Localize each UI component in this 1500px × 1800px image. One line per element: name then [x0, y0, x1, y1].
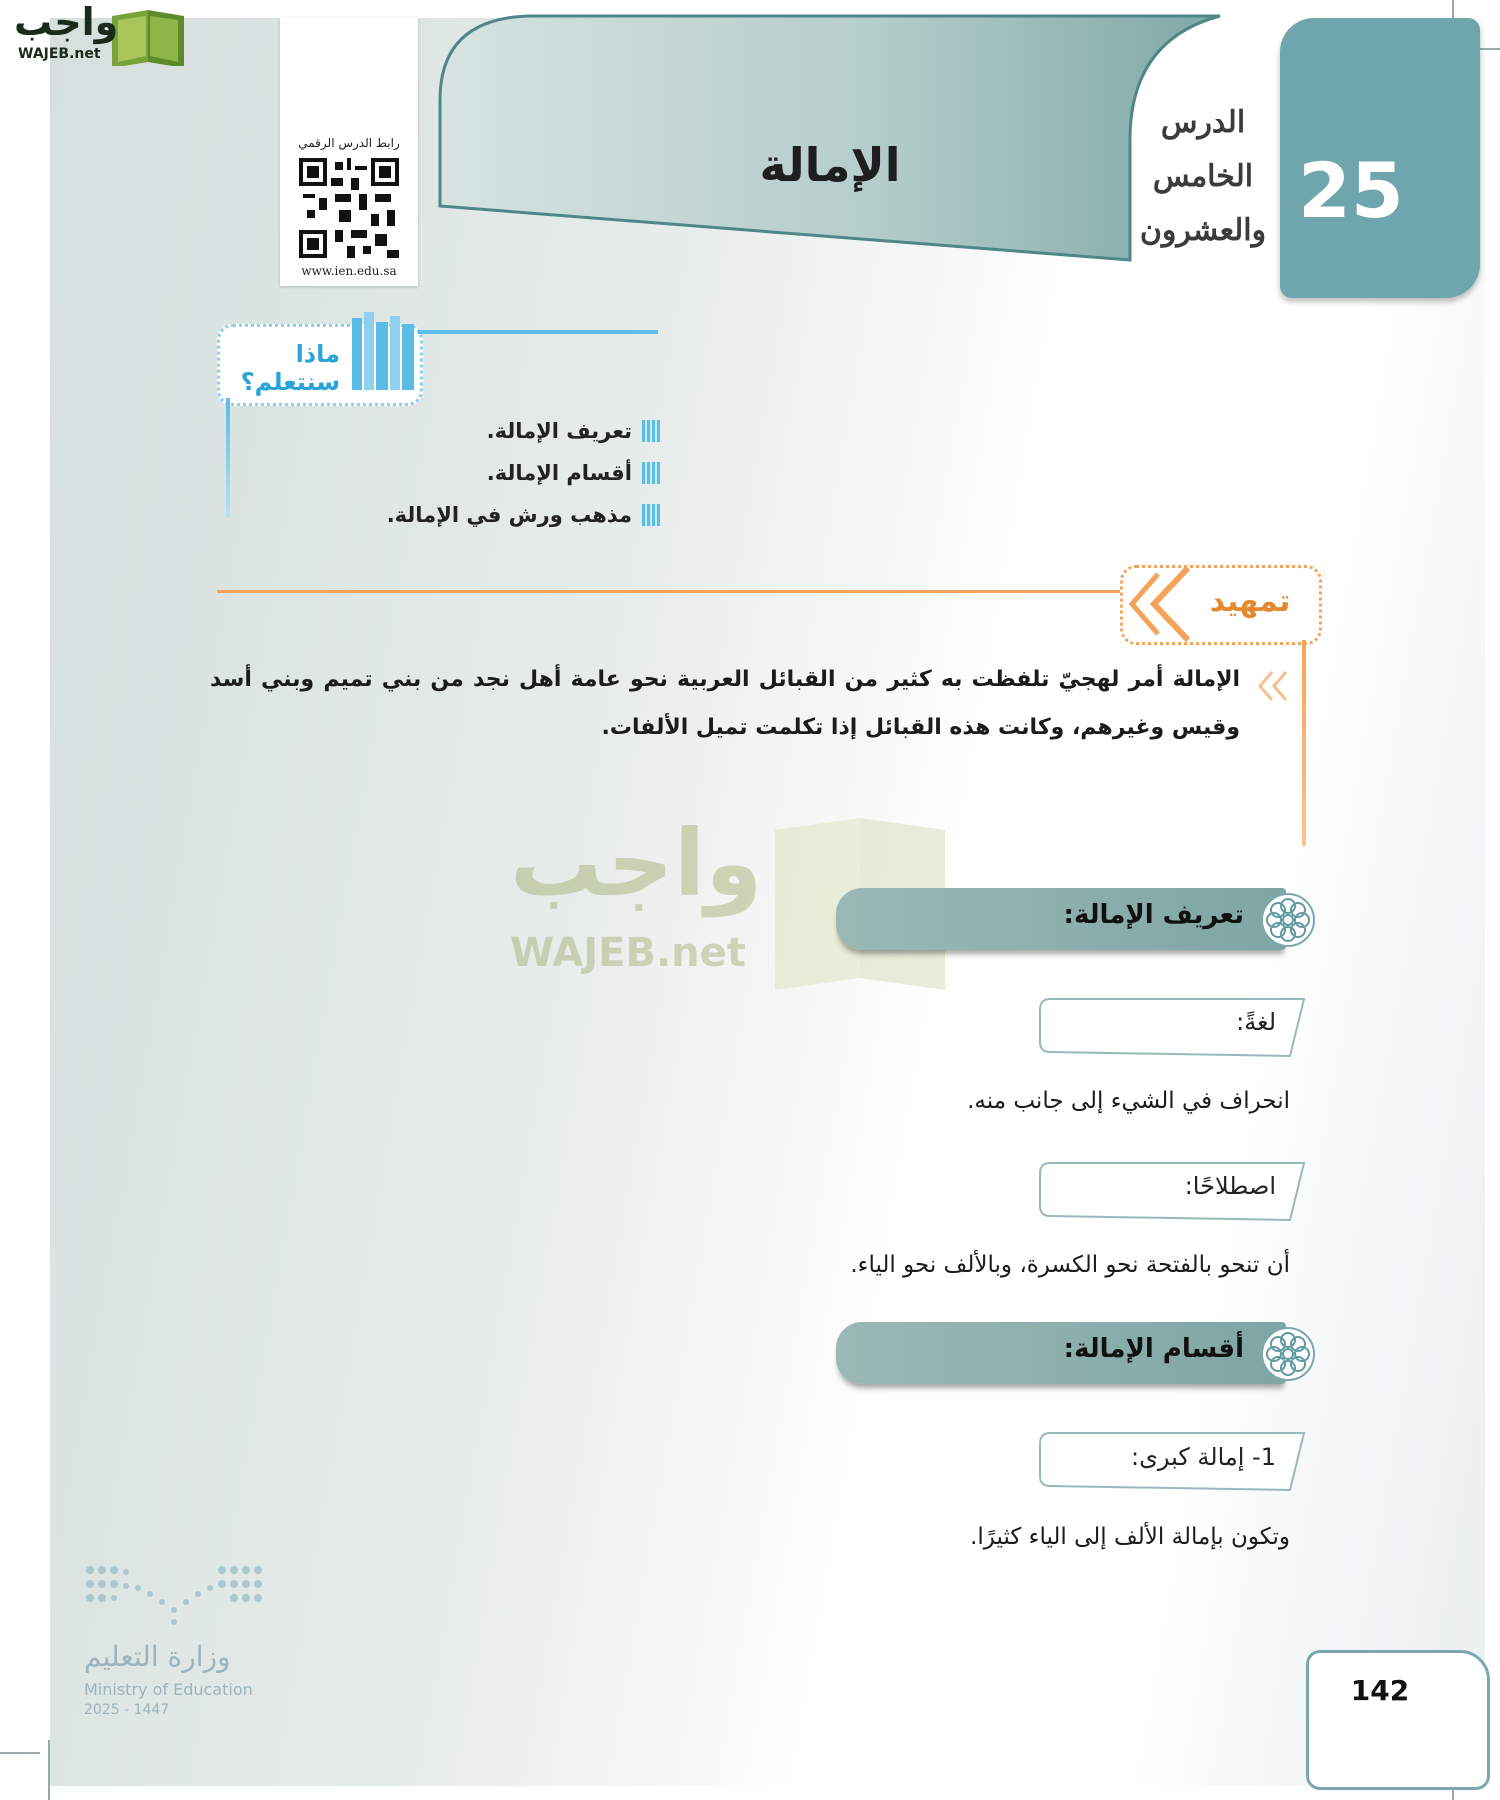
item1-label: 1- إمالة كبرى: [1131, 1443, 1276, 1471]
bullet-icon [642, 420, 660, 442]
page-number-box [1306, 1650, 1490, 1790]
lesson-number: 25 [1298, 146, 1404, 235]
term-label: اصطلاحًا: [1184, 1172, 1276, 1200]
section-title: تعريف الإمالة: [1063, 900, 1244, 930]
list-item [360, 494, 660, 536]
lesson-title: الإمالة [759, 138, 901, 192]
lang-label: لغةً: [1236, 1008, 1276, 1036]
ministry-year: 2025 - 1447 [84, 1702, 170, 1718]
definition-header [836, 888, 1286, 950]
lesson-label-line: والعشرون [1139, 213, 1267, 248]
intro-divider [217, 590, 1122, 593]
chevrons-icon [1124, 566, 1204, 642]
bullet-icon [642, 462, 660, 484]
crop-mark [0, 1752, 40, 1754]
list-item-text: أقسام الإمالة. [486, 461, 632, 485]
lesson-label-line: الخامس [1152, 159, 1254, 194]
intro-tag: تمهيد [1209, 584, 1291, 619]
list-item [360, 452, 660, 494]
lesson-number-block [1280, 18, 1480, 298]
lang-definition: انحراف في الشيء إلى جانب منه. [967, 1088, 1290, 1114]
qr-code-icon[interactable] [299, 158, 399, 258]
books-icon [350, 312, 420, 392]
learn-divider [226, 398, 230, 518]
intro-paragraph: الإمالة أمر لهجيّ تلفظت به كثير من القبائل العربية نحو عامة أهل نجد من بني تميم وبني أسد وقيس وغيرهم، وكانت هذه القبائل إذا تكلمت تميل الألفات. [210, 667, 1240, 740]
term-definition: أن تنحو بالفتحة نحو الكسرة، وبالألف نحو الياء. [850, 1252, 1290, 1278]
ministry-english: Ministry of Education [84, 1680, 253, 1699]
bullet-icon [642, 504, 660, 526]
learn-divider [418, 330, 658, 334]
watermark-arabic: واجب [510, 810, 763, 917]
list-item-text: تعريف الإمالة. [486, 419, 632, 443]
qr-label: رابط الدرس الرقمي [298, 136, 400, 150]
ministry-logo-icon [84, 1562, 264, 1626]
ministry-arabic: وزارة التعليم [84, 1640, 231, 1673]
rosette-icon [1260, 1326, 1316, 1382]
learn-list [360, 410, 660, 536]
qr-card[interactable] [280, 18, 418, 286]
logo-english: WAJEB.net [18, 46, 101, 62]
qr-url[interactable]: www.ien.edu.sa [301, 264, 397, 278]
list-item-text: مذهب ورش في الإمالة. [386, 503, 632, 527]
chevrons-icon [1254, 666, 1296, 706]
lesson-label-line: الدرس [1160, 105, 1246, 140]
learn-heading-line: ماذا [295, 340, 340, 368]
intro-divider [1302, 640, 1306, 846]
logo-arabic: واجب [14, 0, 119, 44]
watermark-english: WAJEB.net [510, 930, 746, 976]
wajeb-logo[interactable] [8, 0, 188, 66]
page-number: 142 [1350, 1674, 1410, 1707]
crop-mark [48, 1740, 50, 1800]
item1-text: وتكون بإمالة الألف إلى الياء كثيرًا. [970, 1524, 1290, 1550]
rosette-icon [1260, 892, 1316, 948]
learn-heading [230, 340, 340, 396]
section-title: أقسام الإمالة: [1063, 1334, 1244, 1364]
learn-heading-line: سنتعلم؟ [240, 368, 340, 396]
divisions-header [836, 1322, 1286, 1384]
list-item [360, 410, 660, 452]
